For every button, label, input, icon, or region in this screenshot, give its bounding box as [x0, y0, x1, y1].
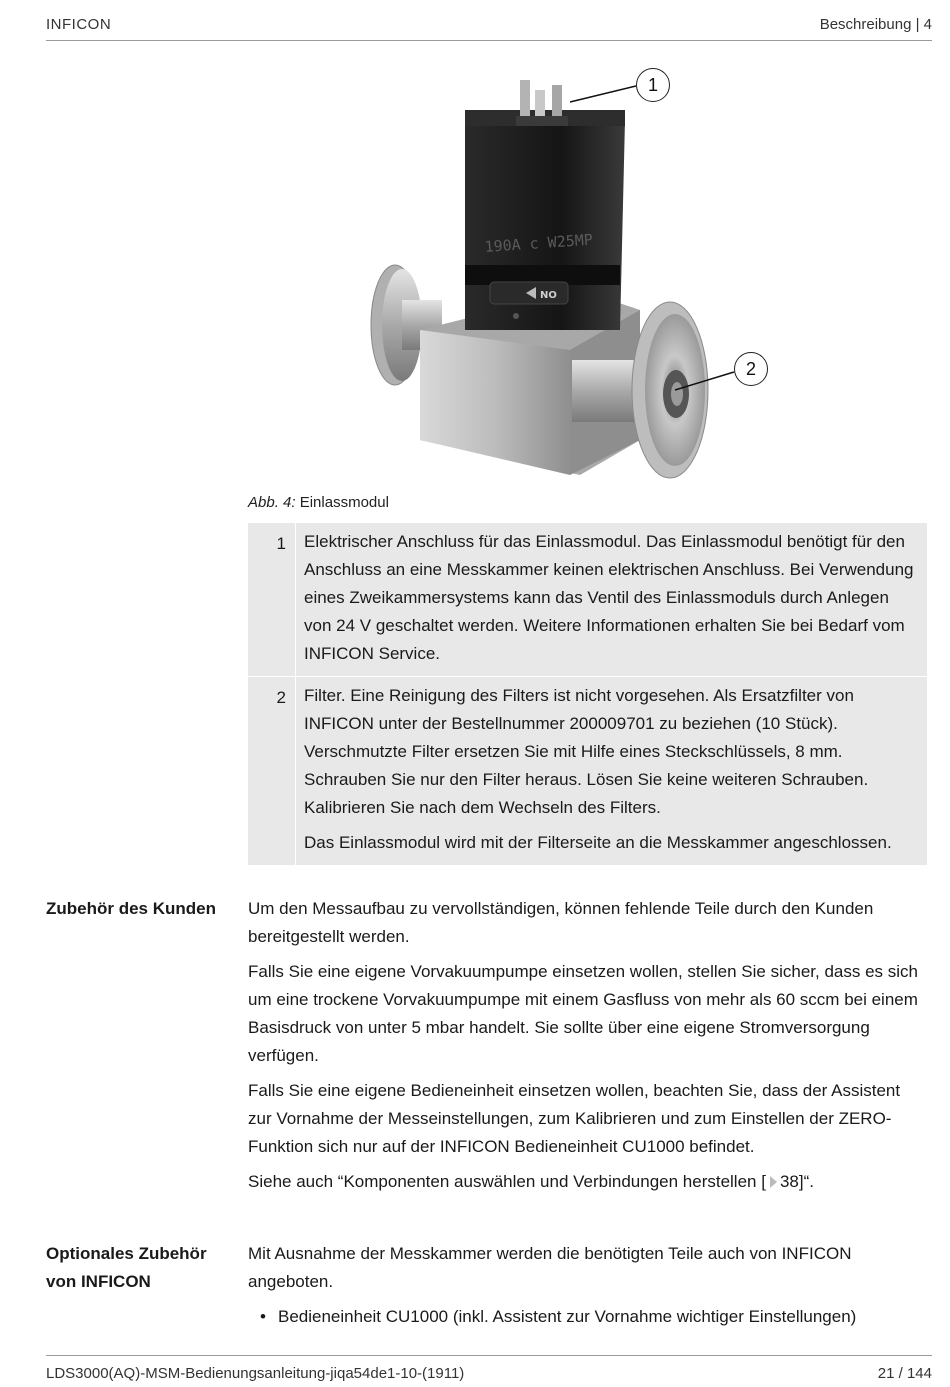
bullet-icon: •: [260, 1307, 266, 1326]
inlet-module-illustration: [340, 60, 780, 490]
header-brand: INFICON: [46, 16, 112, 33]
callout-2: 2: [734, 352, 768, 386]
paragraph: Falls Sie eine eigene Vorvakuumpumpe einsetzen wollen, stellen Sie sicher, dass es sich um eine trockene Vorvakuumpumpe mit einem Gasfluss von mehr als 60 sccm bei einem Basisdruck von unter 5 mbar handelt. Sie sollte über eine eigene Stromversorgung verfügen.: [248, 962, 918, 1065]
caption-text: Einlassmodul: [299, 494, 389, 511]
legend-text: [296, 523, 927, 676]
legend-number: 1: [248, 523, 296, 676]
legend-paragraph: Filter. Eine Reinigung des Filters ist nicht vorgesehen. Als Ersatzfilter von INFICON unter der Bestellnummer 200009701 zu beziehen (10 Stück). Verschmutzte Filter ersetzen Sie mit Hilfe eines Steckschlüssels, 8 mm. Schrauben Sie nur den Filter heraus. Lösen Sie keine weiteren Schrauben. Kalibrieren Sie nach dem Wechseln des Filters.: [304, 686, 869, 817]
legend-paragraph: Elektrischer Anschluss für das Einlassmodul. Das Einlassmodul benötigt für den Anschluss an eine Messkammer keinen elektrischen Anschluss. Bei Verwendung eines Zweikammersystems kann das Ventil des Einlassmoduls durch Anlegen von 24 V geschaltet werden. Weitere Informationen erhalten Sie bei Bedarf vom INFICON Service.: [304, 532, 914, 663]
xref-page-link[interactable]: 38: [779, 1172, 799, 1191]
legend-table: [248, 523, 927, 865]
header-chapter: Beschreibung | 4: [819, 16, 932, 33]
callout-1: 1: [636, 68, 670, 102]
xref-text-after: ]“.: [798, 1172, 814, 1191]
section-title: Zubehör des Kunden: [46, 899, 216, 918]
xref-text-before: Siehe auch “Komponenten auswählen und Verbindungen herstellen [: [248, 1172, 766, 1191]
page-footer: [46, 1355, 932, 1384]
section-title: Optionales Zubehör von INFICON: [46, 1244, 207, 1291]
device-button-text: NO: [540, 290, 557, 301]
page-header: [46, 14, 932, 41]
figure-caption: [248, 494, 389, 511]
cross-reference-paragraph: [248, 1168, 928, 1196]
section-body: [248, 895, 928, 1203]
legend-row: [248, 676, 927, 865]
inlet-module-figure: [340, 60, 780, 490]
legend-row: [248, 523, 927, 676]
footer-document-id: LDS3000(AQ)-MSM-Bedienungsanleitung-jiqa54de1-10-(1911): [46, 1365, 465, 1382]
caption-prefix: Abb. 4:: [248, 494, 296, 511]
page-link-arrow-icon[interactable]: [770, 1176, 777, 1188]
list-item: [248, 1303, 928, 1331]
device-label: 190A c W25MP: [484, 230, 594, 256]
paragraph: Um den Messaufbau zu vervollständigen, können fehlende Teile durch den Kunden bereitgestellt werden.: [248, 899, 874, 946]
paragraph: Falls Sie eine eigene Bedieneinheit einsetzen wollen, beachten Sie, dass der Assistent zur Vornahme der Messeinstellungen, zum Kalibrieren und zum Einstellen der ZERO-Funktion sich nur auf der INFICON Bedieneinheit CU1000 befindet.: [248, 1081, 901, 1156]
legend-text: [296, 677, 927, 865]
section-body: [248, 1240, 928, 1331]
footer-page-number: 21 / 144: [877, 1365, 932, 1382]
paragraph: Mit Ausnahme der Messkammer werden die benötigten Teile auch von INFICON angeboten.: [248, 1244, 852, 1291]
legend-paragraph: Das Einlassmodul wird mit der Filterseite an die Messkammer angeschlossen.: [304, 833, 892, 852]
list-item-text: Bedieneinheit CU1000 (inkl. Assistent zur Vornahme wichtiger Einstellungen): [278, 1307, 857, 1326]
legend-number: 2: [248, 677, 296, 865]
